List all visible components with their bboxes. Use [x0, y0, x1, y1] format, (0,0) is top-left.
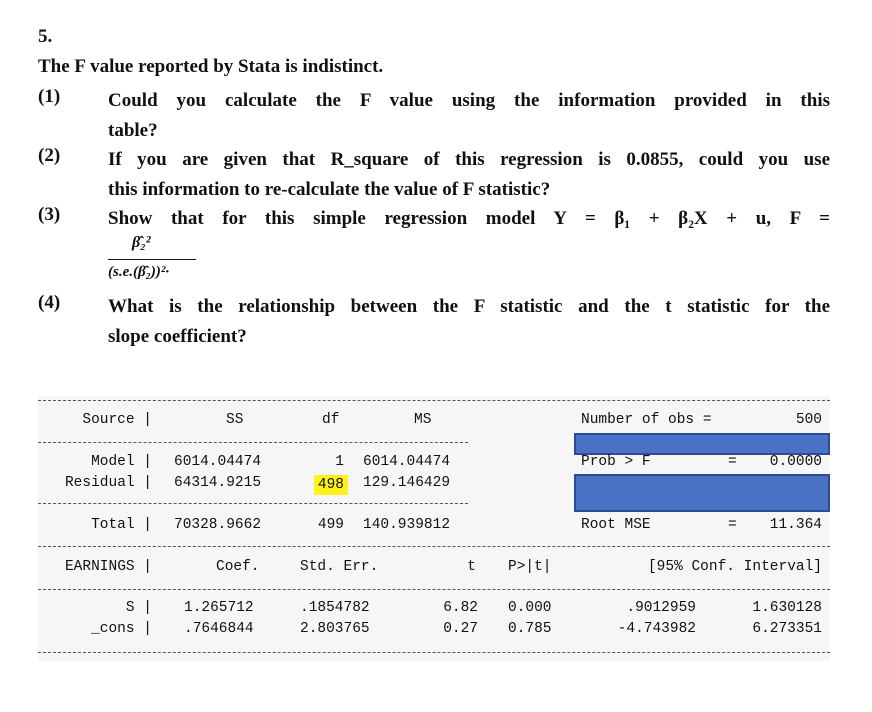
coef-header: Coef.: [216, 559, 260, 575]
ms-header: MS: [414, 412, 432, 428]
rmse-eq: =: [728, 517, 737, 533]
total-label: Total |: [91, 517, 152, 533]
residual-df: 498: [314, 475, 348, 495]
item-mark: (3): [38, 204, 61, 225]
item-text-line: slope coefficient?: [108, 326, 247, 347]
prob-value: 0.0000: [769, 454, 822, 470]
item-text-line: table?: [108, 120, 158, 141]
redacted-stat-box: [574, 433, 830, 455]
t-header: t: [467, 559, 476, 575]
formula-numerator: β̂₂²: [132, 234, 151, 251]
item-text-line: If you are given that R_square of this regression is 0.0855, could you use: [108, 149, 830, 170]
item-text-line: Could you calculate the F value using the information provided in this: [108, 90, 830, 111]
p-header: P>|t|: [508, 559, 552, 575]
s-coef: 1.265712: [184, 600, 254, 616]
divider: [38, 442, 468, 443]
fraction-bar: [108, 259, 196, 260]
model-ss: 6014.04474: [174, 454, 262, 470]
question-item-2: [38, 145, 830, 205]
item-text-line: Show that for this simple regression model Y = β₁ + β₂X + u, F =: [108, 208, 830, 229]
item-text-line: What is the relationship between the F statistic and the t statistic for the: [108, 296, 830, 317]
df-header: df: [322, 412, 340, 428]
cons-t: 0.27: [443, 621, 478, 637]
s-ci-low: .9012959: [626, 600, 696, 616]
model-ms: 6014.04474: [363, 454, 451, 470]
divider: [38, 589, 830, 590]
s-p: 0.000: [508, 600, 552, 616]
ci-header: [95% Conf. Interval]: [647, 559, 822, 575]
rmse-label: Root MSE: [581, 517, 651, 533]
item-mark: (1): [38, 86, 61, 107]
nobs-value: 500: [795, 412, 822, 428]
prob-label: Prob > F: [581, 454, 651, 470]
formula-denominator: (s.e.(β̂₂))²·: [108, 264, 170, 280]
model-label: Model |: [91, 454, 152, 470]
stata-output: [38, 396, 830, 661]
question-item-3: [38, 204, 830, 234]
cons-label: _cons |: [91, 621, 152, 637]
total-df: 499: [317, 517, 344, 533]
divider: [38, 400, 830, 401]
residual-ms: 129.146429: [363, 475, 451, 491]
item-text-line: this information to re-calculate the value of F statistic?: [108, 179, 551, 200]
s-ci-high: 1.630128: [752, 600, 822, 616]
cons-p: 0.785: [508, 621, 552, 637]
question-number: 5.: [38, 26, 53, 47]
residual-ss: 64314.9215: [174, 475, 262, 491]
item-mark: (4): [38, 292, 61, 313]
nobs-label: Number of obs =: [581, 412, 712, 428]
prob-eq: =: [728, 454, 737, 470]
s-t: 6.82: [443, 600, 478, 616]
question-item-1: [38, 86, 830, 146]
dep-var-header: EARNINGS |: [64, 559, 152, 575]
ss-header: SS: [226, 412, 244, 428]
divider: [38, 503, 468, 504]
rmse-value: 11.364: [769, 517, 822, 533]
cons-se: 2.803765: [300, 621, 370, 637]
redacted-stat-box: [574, 474, 830, 512]
se-header: Std. Err.: [300, 559, 379, 575]
total-ss: 70328.9662: [174, 517, 262, 533]
cons-coef: .7646844: [184, 621, 254, 637]
cons-ci-high: 6.273351: [752, 621, 822, 637]
source-header: Source |: [82, 412, 152, 428]
item-mark: (2): [38, 145, 61, 166]
total-ms: 140.939812: [363, 517, 451, 533]
residual-label: Residual |: [64, 475, 152, 491]
divider: [38, 652, 830, 653]
divider: [38, 546, 830, 547]
question-item-4: [38, 292, 830, 352]
cons-ci-low: -4.743982: [617, 621, 696, 637]
model-df: 1: [335, 454, 344, 470]
question-intro: The F value reported by Stata is indistinct.: [38, 56, 384, 77]
s-se: .1854782: [300, 600, 370, 616]
s-label: S |: [125, 600, 152, 616]
